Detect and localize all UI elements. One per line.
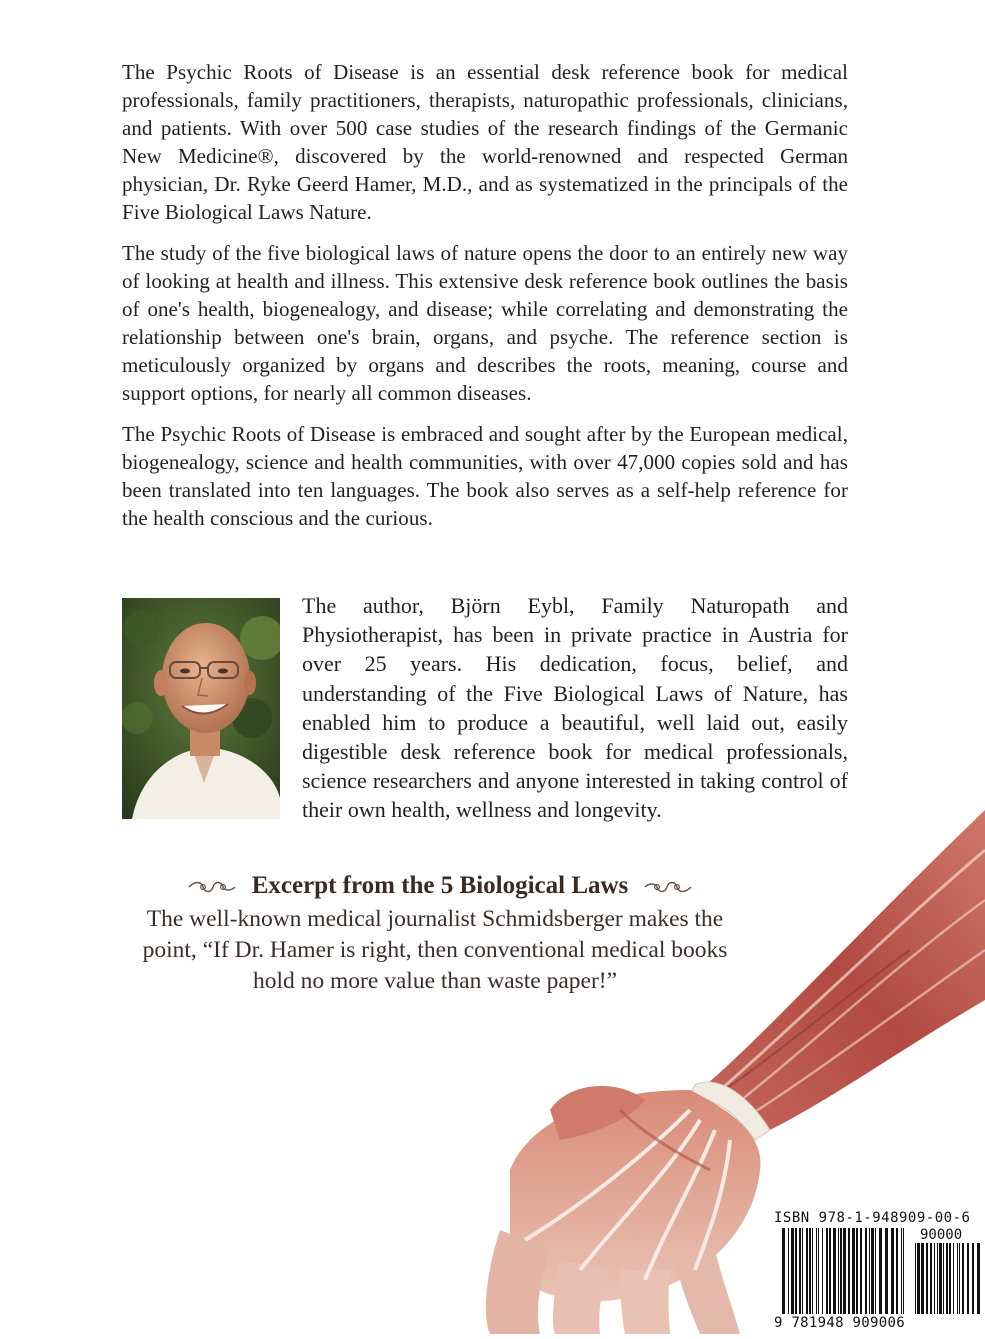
barcode-bar	[869, 1228, 870, 1314]
barcode-bar	[972, 1243, 974, 1314]
barcode-bar	[848, 1228, 850, 1314]
barcode-main-bars	[782, 1228, 906, 1314]
isbn-barcode	[770, 1210, 985, 1334]
description-paragraph-2: The study of the five biological laws of nature opens the door to an entirely new way of looking at health and illness. This extensive desk reference book outlines the basis of one's health, biogenealogy, and disease; while correlating and demonstrating the relationship between one's brain, organs, and psyche. The reference section is meticulously organized by organs and describes the roots, meaning, course and support options, for nearly all common diseases.	[122, 241, 848, 406]
barcode-bar	[822, 1228, 823, 1314]
barcode-bar	[799, 1228, 801, 1314]
barcode-bar	[896, 1228, 898, 1314]
barcode-bar	[875, 1228, 876, 1314]
description-paragraph-1: The Psychic Roots of Disease is an essential desk reference book for medical professionals, family practitioners, therapists, naturopathic professionals, clinicians, and patients. With over 500 case studies of the research findings of the Germanic New Medicine®, discovered by the world-renowned and respected German physician, Dr. Ryke Geerd Hamer, M.D., and as systematized in the principals of the Five Biological Laws Nature.	[122, 60, 848, 225]
barcode-bar	[949, 1243, 951, 1314]
barcode-bar	[816, 1228, 817, 1314]
barcode-bar	[826, 1228, 828, 1314]
excerpt-quote: The well-known medical journalist Schmidsberger makes the point, “If Dr. Hamer is right, then conventional medical books hold no more value than waste paper!”	[142, 906, 728, 994]
barcode-bar	[809, 1228, 811, 1314]
barcode-bar	[885, 1228, 888, 1314]
barcode-bar	[879, 1228, 882, 1314]
description-paragraph-3: The Psychic Roots of Disease is embraced and sought after by the European medical, biogenealogy, science and health communities, with over 47,000 copies sold and has been translated into ten languages. The book also serves as a self-help reference for the health conscious and the curious.	[122, 422, 848, 531]
barcode-bar	[943, 1243, 944, 1314]
barcode-bar	[901, 1228, 902, 1314]
author-bio: The author, Björn Eybl, Family Naturopath and Physiotherapist, has been in private practice in Austria for over 25 years. His dedication, focus, belief, and understanding of the Five Biological Laws of Nature, has enabled him to produce a beautiful, well laid out, easily digestible desk reference book for medical professionals, science researchers and anyone interested in taking control of their own health, wellness and longevity.	[302, 593, 848, 823]
barcode-bar	[833, 1228, 836, 1314]
barcode-bar	[917, 1243, 920, 1314]
barcode-bar	[962, 1243, 964, 1314]
barcode-bar	[946, 1243, 948, 1314]
barcode-bar	[921, 1243, 924, 1314]
barcode-bar	[802, 1228, 803, 1314]
barcode-bar	[953, 1243, 954, 1314]
barcode-bar	[977, 1243, 980, 1314]
barcode-bar	[782, 1228, 785, 1314]
barcode-bar	[865, 1228, 867, 1314]
barcode-bar	[860, 1228, 862, 1314]
barcode-bar	[967, 1243, 969, 1314]
barcode-bar	[915, 1243, 916, 1314]
barcode-addon-bars	[915, 1243, 981, 1314]
barcode-bar	[891, 1228, 894, 1314]
barcode-bar	[791, 1228, 794, 1314]
barcode-bar	[937, 1243, 938, 1314]
barcode-bar	[818, 1228, 819, 1314]
author-photo	[122, 598, 280, 819]
barcode-bar	[838, 1228, 839, 1314]
barcode-bar	[829, 1228, 831, 1314]
isbn-label: ISBN 978-1-948909-00-6	[774, 1210, 971, 1226]
price-code: 90000	[920, 1227, 963, 1243]
barcode-bar	[871, 1228, 874, 1314]
barcode-bar	[903, 1228, 904, 1314]
barcode-bar	[926, 1243, 928, 1314]
left-flourish-icon	[187, 879, 237, 895]
excerpt-heading-text: Excerpt from the 5 Biological Laws	[251, 872, 629, 899]
barcode-bar	[939, 1243, 942, 1314]
barcode-bar	[795, 1228, 797, 1314]
barcode-bar	[852, 1228, 855, 1314]
barcode-bar	[806, 1228, 808, 1314]
barcode-bar	[934, 1243, 935, 1314]
barcode-digits: 9 781948 909006	[774, 1315, 905, 1331]
barcode-bar	[843, 1228, 846, 1314]
barcode-bar	[856, 1228, 858, 1314]
barcode-bar	[788, 1228, 789, 1314]
barcode-bar	[930, 1243, 932, 1314]
barcode-bar	[840, 1228, 842, 1314]
barcode-bar	[812, 1228, 813, 1314]
barcode-bar	[957, 1243, 958, 1314]
barcode-bar	[959, 1243, 960, 1314]
